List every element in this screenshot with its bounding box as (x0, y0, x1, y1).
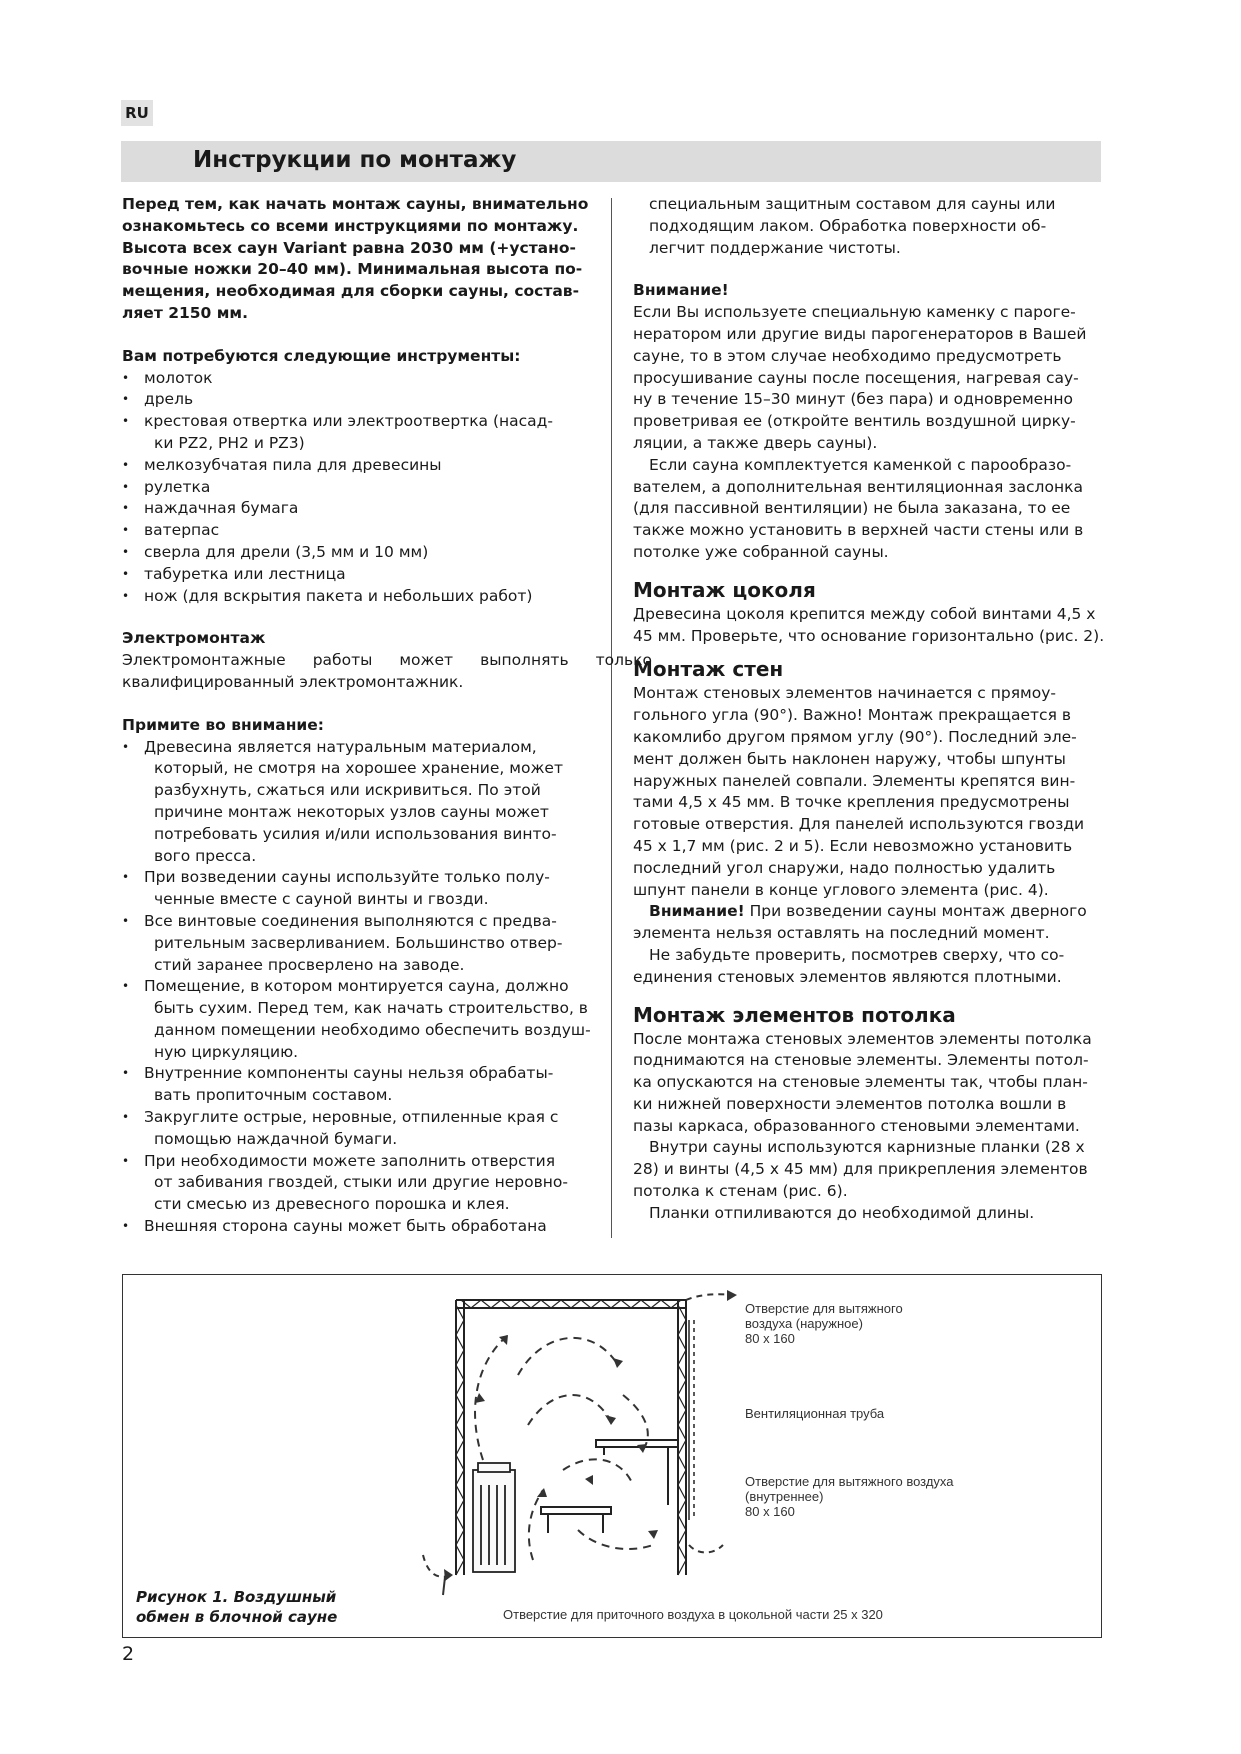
tool-text: наждачная бумага (144, 499, 299, 518)
list-item (122, 911, 598, 976)
text-line: ну в течение 15–30 минут (без пара) и одновременно (633, 390, 1073, 409)
exhaust-arrowhead (727, 1290, 737, 1301)
text-line: 45 х 1,7 мм (рис. 2 и 5). Если невозможно установить (633, 836, 1073, 855)
text-line: мент должен быть наклонен наружу, чтобы шпунты (633, 749, 1066, 768)
tool-text: дрель (144, 390, 194, 409)
note-heading: Примите во внимание: (122, 715, 324, 734)
text-line: потолке уже собранной сауны. (633, 542, 889, 561)
sauna-ceiling (456, 1300, 686, 1308)
note-line: вать пропиточным составом. (154, 1086, 393, 1105)
electro-heading: Электромонтаж (122, 629, 266, 648)
list-item (122, 520, 598, 542)
note-line: ную циркуляцию. (154, 1042, 299, 1061)
note-line: от забивания гвоздей, стыки или другие неровно- (154, 1173, 568, 1192)
ceiling-paragraph-3 (633, 1203, 1190, 1225)
note-line: Древесина является натуральным материалом, (144, 737, 537, 756)
text-line: Внутри сауны используются карнизные планки (28 х (649, 1138, 1085, 1157)
attention-paragraph-2 (633, 455, 1190, 564)
note-line: Внутренние компоненты сауны нельзя обрабаты- (144, 1064, 554, 1083)
text-line: Планки отпиливаются до необходимой длины. (649, 1203, 1035, 1222)
walls-check (633, 945, 1190, 989)
upper-bench (596, 1440, 678, 1505)
base-heading: Монтаж цоколя (633, 577, 816, 602)
text-line: наружных панелей совпали. Элементы крепятся вин- (633, 771, 1076, 790)
list-item (122, 867, 598, 911)
warning-label: Внимание! (649, 902, 745, 921)
text-line: единения стеновых элементов являются плотными. (633, 967, 1062, 986)
tool-text: рулетка (144, 477, 211, 496)
text-line: После монтажа стеновых элементов элементы потолка (633, 1029, 1092, 1048)
text-line: также можно установить в верхней части стены или в (633, 521, 1084, 540)
text-line: нератором или другие виды парогенераторов в Вашей (633, 324, 1087, 343)
text-line: элемента нельзя оставлять на последний момент. (633, 924, 1050, 943)
ceiling-paragraph (633, 1029, 1190, 1138)
note-line: причине монтаж некоторых узлов сауны может (154, 802, 549, 821)
tool-text: ватерпас (144, 521, 220, 540)
intro-line: Перед тем, как начать монтаж сауны, внимательно (122, 195, 589, 213)
note-line: стий заранее просверлено на заводе. (154, 955, 465, 974)
list-item (122, 1107, 598, 1151)
list-item (122, 1063, 598, 1107)
list-item (122, 368, 598, 390)
label-exhaust-inner: Отверстие для вытяжного воздуха (внутреннее) 80 x 160 (745, 1474, 954, 1519)
list-item (122, 542, 598, 564)
text-line: 28) и винты (4,5 х 45 мм) для прикрепления элементов (633, 1160, 1088, 1179)
ceiling-heading: Монтаж элементов потолка (633, 1002, 956, 1027)
note-line: При возведении сауны используйте только полу- (144, 868, 550, 887)
left-column (122, 194, 652, 1238)
vent-inner-airflow (689, 1545, 723, 1553)
text-line: просушивание сауны после посещения, нагревая сау- (633, 368, 1079, 387)
page-number: 2 (122, 1643, 135, 1665)
note-line: Внешняя сторона сауны может быть обработана (144, 1217, 547, 1236)
list-item (122, 586, 598, 608)
note-line: разбухнуть, сжаться или искривиться. По этой (154, 781, 541, 800)
sauna-airflow-diagram (123, 1275, 1101, 1637)
text-line: (для пассивной вентиляции) не была заказана, то ее (633, 499, 1071, 518)
caption-line: Рисунок 1. Воздушный (136, 1588, 337, 1606)
list-item (122, 455, 598, 477)
tools-heading: Вам потребуются следующие инструменты: (122, 346, 521, 365)
intro-paragraph (122, 194, 598, 325)
tool-text: молоток (144, 368, 213, 387)
text-line: какомлибо другом прямом углу (90°). Последний эле- (633, 727, 1077, 746)
intro-line: Высота всех саун Variant равна 2030 мм (+устано- (122, 238, 576, 257)
ceiling-paragraph-2 (633, 1137, 1190, 1202)
intro-line: ознакомьтесь со всеми инструкциями по монтажу. (122, 216, 579, 235)
list-item (122, 1151, 598, 1216)
text-line: 45 мм. Проверьте, что основание горизонтально (рис. 2). (633, 626, 1105, 645)
inlet-arrowhead (444, 1569, 453, 1581)
intro-line: вочные ножки 20–40 мм). Минимальная высота по- (122, 260, 583, 279)
text-line: специальным защитным составом для сауны или (649, 195, 1056, 213)
text-line: потолка к стенам (рис. 6). (633, 1182, 848, 1201)
base-paragraph (633, 604, 1190, 648)
text-line: пазы каркаса, образованного стеновыми элементами. (633, 1116, 1080, 1135)
attention-paragraph (633, 302, 1190, 455)
list-item (122, 498, 598, 520)
text-line: Не забудьте проверить, посмотрев сверху, что со- (649, 945, 1065, 964)
note-line: данном помещении необходимо обеспечить воздуш- (154, 1020, 591, 1039)
text-line: Монтаж стеновых элементов начинается с прямоу- (633, 684, 1056, 703)
text-line: гольного угла (90°). Важно! Монтаж прекращается в (633, 706, 1071, 725)
text-line: тами 4,5 х 45 мм. В точке крепления предусмотрены (633, 793, 1070, 812)
list-item (122, 564, 598, 586)
note-line: ченные вместе с сауной винты и гвозди. (154, 890, 489, 909)
label-inlet-base: Отверстие для приточного воздуха в цокольной части 25 х 320 (503, 1607, 883, 1622)
note-line: вого пресса. (154, 846, 257, 865)
list-item (122, 737, 598, 868)
tool-text: нож (для вскрытия пакета и небольших работ) (144, 586, 533, 605)
electro-line: Электромонтажные работы может выполнять только (122, 651, 652, 670)
walls-paragraph (633, 683, 1190, 901)
note-line: сти смесью из древесного порошка и клея. (154, 1195, 510, 1214)
tool-text: ки PZ2, PH2 и PZ3) (154, 433, 305, 452)
intro-line: ляет 2150 мм. (122, 303, 248, 322)
walls-heading: Монтаж стен (633, 657, 784, 682)
list-item (122, 389, 598, 411)
right-column (633, 194, 1190, 1225)
lower-bench (541, 1507, 611, 1533)
text-line: Если сауна комплектуется каменкой с парообразо- (649, 455, 1072, 474)
title-bar (121, 141, 1101, 182)
label-exhaust-outer: Отверстие для вытяжного воздуха (наружное) 80 x 160 (745, 1301, 903, 1346)
note-line: который, не смотря на хорошее хранение, может (154, 759, 563, 778)
sauna-wall-right (678, 1300, 686, 1575)
text-line: подходящим лаком. Обработка поверхности об- (649, 216, 1047, 235)
vent-tube (689, 1320, 694, 1520)
tool-text: сверла для дрели (3,5 мм и 10 мм) (144, 542, 429, 561)
exhaust-airflow (686, 1294, 733, 1300)
text-line: готовые отверстия. Для панелей используются гвозди (633, 815, 1085, 834)
heater (473, 1463, 515, 1572)
text-line: При возведении сауны монтаж дверного (744, 902, 1087, 921)
text-line: легчит поддержание чистоты. (649, 238, 901, 257)
walls-warning (633, 901, 1190, 945)
note-line: помощью наждачной бумаги. (154, 1129, 398, 1148)
figure-box (122, 1274, 1102, 1638)
electro-line: квалифицированный электромонтажник. (122, 672, 464, 691)
sauna-wall-left (456, 1300, 464, 1575)
text-line: ки нижней поверхности элементов потолка вошли в (633, 1094, 1067, 1113)
notes-list (122, 737, 598, 1238)
list-item (122, 1216, 598, 1238)
column-divider (611, 198, 612, 1238)
intro-line: мещения, необходимая для сборки сауны, состав- (122, 282, 580, 301)
continued-paragraph (633, 194, 1190, 259)
text-line: ка опускаются на стеновые элементы так, чтобы план- (633, 1073, 1088, 1092)
tool-text: мелкозубчатая пила для древесины (144, 455, 442, 474)
note-line: Помещение, в котором монтируется сауна, должно (144, 977, 569, 996)
text-line: шпунт панели в конце углового элемента (рис. 4). (633, 880, 1049, 899)
tool-text: крестовая отвертка или электроотвертка (насад- (144, 412, 553, 431)
tool-text: табуретка или лестница (144, 564, 346, 583)
text-line: проветривая ее (откройте вентиль воздушной цирку- (633, 412, 1076, 431)
language-badge: RU (121, 100, 153, 126)
list-item (122, 477, 598, 499)
note-line: Закруглите острые, неровные, отпиленные края с (144, 1108, 559, 1127)
tools-list (122, 368, 598, 608)
list-item (122, 411, 598, 455)
text-line: Если Вы используете специальную каменку с пароге- (633, 303, 1076, 322)
note-line: Все винтовые соединения выполняются с предва- (144, 911, 557, 930)
attention-heading: Внимание! (633, 281, 729, 300)
list-item (122, 976, 598, 1063)
figure-caption (136, 1587, 337, 1627)
text-line: ляции, а также дверь сауны). (633, 433, 878, 452)
text-line: последний угол снаружи, надо полностью удалить (633, 858, 1056, 877)
electro-paragraph (122, 650, 652, 694)
note-line: рительным засверливанием. Большинство отвер- (154, 933, 563, 952)
caption-line: обмен в блочной сауне (136, 1608, 338, 1626)
note-line: При необходимости можете заполнить отверстия (144, 1151, 556, 1170)
text-line: Древесина цоколя крепится между собой винтами 4,5 х (633, 604, 1096, 623)
note-line: потребовать усилия и/или использования винто- (154, 824, 557, 843)
label-vent-tube: Вентиляционная труба (745, 1406, 885, 1421)
note-line: быть сухим. Перед тем, как начать строительство, в (154, 999, 588, 1018)
page-title: Инструкции по монтажу (193, 147, 517, 173)
text-line: вателем, а дополнительная вентиляционная заслонка (633, 477, 1083, 496)
text-line: поднимаются на стеновые элементы. Элементы потол- (633, 1051, 1089, 1070)
text-line: сауне, то в этом случае необходимо предусмотреть (633, 346, 1062, 365)
